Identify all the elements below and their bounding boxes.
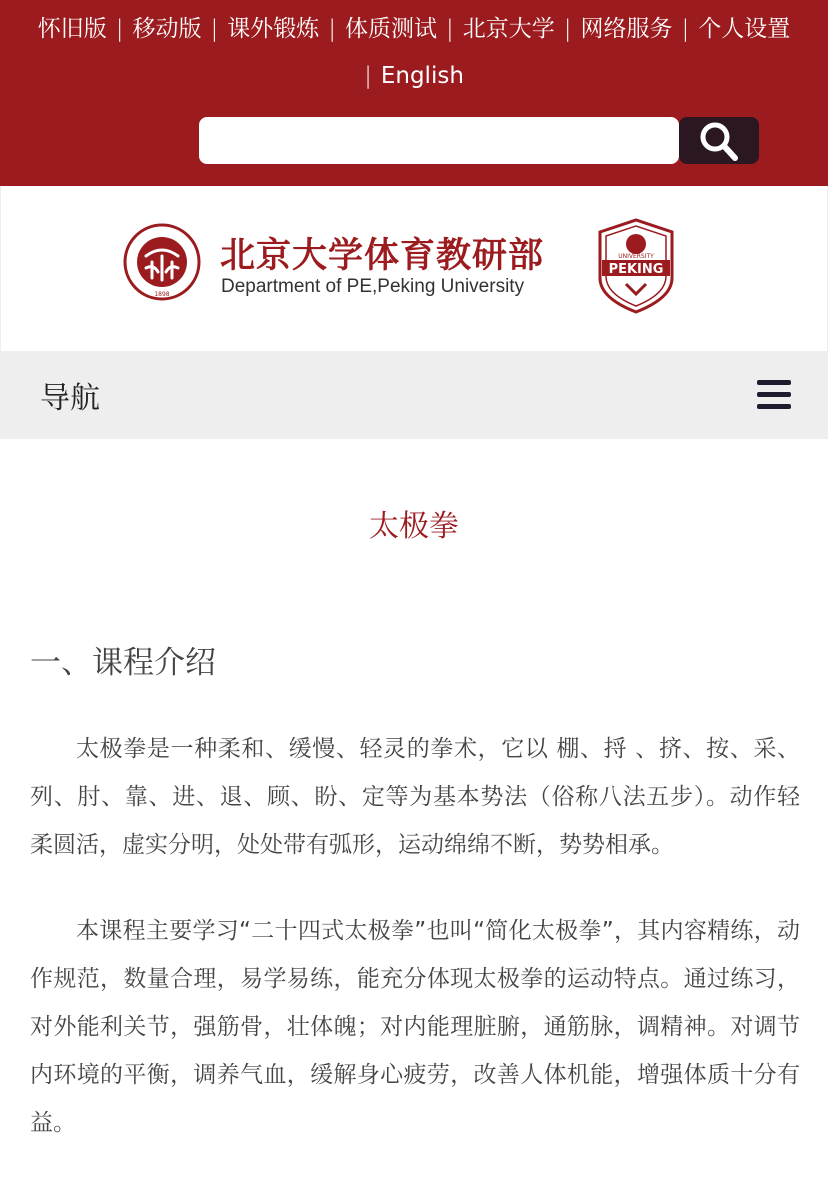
top-nav — [0, 0, 828, 100]
brand-name-en: Department of PE,Peking University — [221, 276, 525, 297]
top-nav-separator: | — [364, 63, 372, 89]
top-nav-link-network[interactable]: 网络服务 — [580, 16, 673, 42]
badge-subtext: UNIVERSITY — [618, 253, 654, 260]
top-nav-link-settings[interactable]: 个人设置 — [698, 16, 791, 42]
top-nav-row-1 — [0, 10, 828, 50]
hamburger-menu-icon[interactable] — [757, 380, 791, 410]
top-header-bar — [0, 0, 828, 186]
nav-title: 导航 — [40, 381, 100, 416]
top-nav-link-pku[interactable]: 北京大学 — [462, 16, 555, 42]
badge-text: PEKING — [608, 262, 664, 277]
search-bar — [199, 117, 759, 164]
brand-name-cn: 北京大学体育教研部 — [220, 236, 545, 276]
top-nav-separator: | — [210, 16, 219, 42]
seal-year: 1898 — [154, 291, 170, 298]
top-nav-link-classic[interactable]: 怀旧版 — [37, 16, 107, 42]
top-nav-link-english[interactable]: English — [380, 63, 464, 89]
top-nav-link-mobile[interactable]: 移动版 — [132, 16, 202, 42]
top-nav-separator: | — [563, 16, 572, 42]
top-nav-row-2 — [0, 50, 828, 100]
top-nav-separator: | — [328, 16, 336, 42]
top-nav-link-exercise[interactable]: 课外锻炼 — [227, 16, 320, 42]
article-paragraph: 太极拳是一种柔和、缓慢、轻灵的拳术，它以 棚、捋 、挤、按、采、列、肘、靠、进、退、顾、盼、定等为基本势法（俗称八法五步）。动作轻柔圆活，虚实分明，处处带有弧形，运动绵绵不断，势势相承。 — [30, 736, 800, 858]
top-nav-separator: | — [681, 16, 690, 42]
pku-seal-logo[interactable] — [122, 222, 202, 302]
navigation-bar — [0, 351, 828, 439]
peking-badge-logo[interactable] — [592, 218, 680, 314]
article-title: 太极拳 — [369, 509, 459, 544]
top-nav-link-fitness-test[interactable]: 体质测试 — [345, 16, 437, 42]
article-paragraph: 本课程主要学习“二十四式太极拳”也叫“简化太极拳”，其内容精练，动作规范，数量合理，易学易练，能充分体现太极拳的运动特点。通过练习，对外能利关节，强筋骨，壮体魄；对内能理脏腑，通筋脉，调精神。对调节内环境的平衡，调养气血，缓解身心疲劳，改善人体机能，增强体质十分有益。 — [30, 918, 800, 1136]
top-nav-separator: | — [446, 16, 454, 42]
search-input[interactable] — [199, 117, 679, 164]
top-nav-separator: | — [115, 16, 124, 42]
search-icon — [695, 119, 743, 163]
search-button[interactable] — [679, 117, 759, 164]
section-heading: 一、课程介绍 — [30, 645, 216, 681]
